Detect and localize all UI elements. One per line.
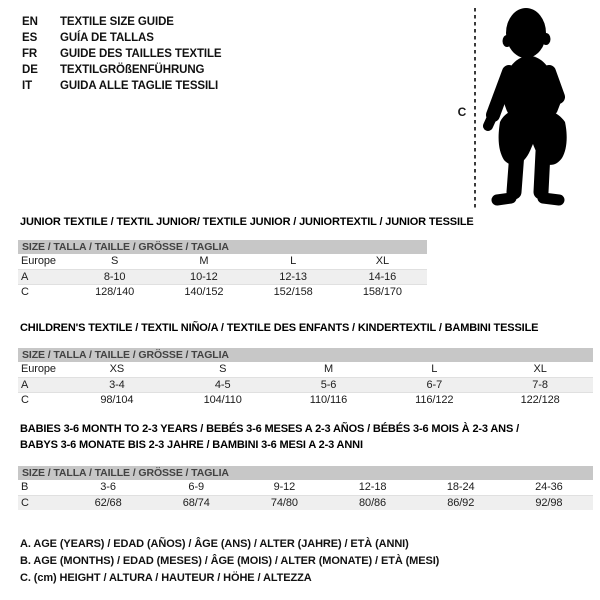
size-header-bar: SIZE / TALLA / TAILLE / GRÖSSE / TAGLIA [18, 240, 427, 254]
table-row [18, 284, 427, 299]
children-section-title [20, 320, 590, 336]
size-value: 74/80 [270, 496, 298, 509]
language-row [22, 30, 222, 46]
height-measure-label: C [457, 105, 467, 119]
size-value: M [323, 363, 334, 376]
language-row [22, 62, 222, 78]
size-value: M [199, 255, 209, 268]
size-value: L [431, 363, 438, 376]
guide-title: GUIDA ALLE TAGLIE TESSILI [60, 80, 219, 92]
language-row [22, 46, 222, 62]
legend-line: B. AGE (MONTHS) / EDAD (MESES) / ÂGE (MOIS) / ALTER (MONATE) / ETÀ (MESI) [20, 555, 440, 567]
row-label: C [21, 496, 29, 509]
size-header-bar: SIZE / TALLA / TAILLE / GRÖSSE / TAGLIA [18, 348, 593, 362]
size-value: 92/98 [535, 496, 563, 509]
size-value: S [219, 363, 227, 376]
section-title-line: BABIES 3-6 MONTH TO 2-3 YEARS / BEBÉS 3-6 MESES A 2-3 AÑOS / BÉBÉS 3-6 MOIS À 2-3 ANS / [20, 423, 519, 435]
size-value: 12-13 [279, 270, 307, 283]
guide-title: GUÍA DE TALLAS [60, 32, 154, 44]
language-code: IT [22, 80, 33, 92]
junior-section-title [20, 214, 590, 230]
table-row [18, 495, 593, 510]
babies-size-table [18, 466, 593, 510]
legend-line: A. AGE (YEARS) / EDAD (AÑOS) / ÂGE (ANS) / ALTER (JAHRE) / ETÀ (ANNI) [20, 538, 409, 550]
row-label: Europe [21, 363, 56, 376]
table-row [18, 269, 427, 284]
language-code: EN [22, 16, 38, 28]
language-row [22, 78, 222, 94]
guide-title: TEXTILGRÖßENFÜHRUNG [60, 64, 205, 76]
legend-line: C. (cm) HEIGHT / ALTURA / HAUTEUR / HÖHE / ALTEZZA [20, 572, 312, 584]
guide-title: TEXTILE SIZE GUIDE [60, 16, 174, 28]
language-code: FR [22, 48, 38, 60]
table-row [18, 254, 427, 269]
size-value: 122/128 [520, 393, 560, 406]
size-value: 7-8 [532, 378, 548, 391]
language-title-list [22, 14, 222, 94]
size-value: 4-5 [214, 378, 231, 391]
size-value: 8-10 [103, 270, 126, 283]
size-value: 110/116 [309, 393, 348, 406]
size-value: 68/74 [182, 496, 210, 509]
children-size-table [18, 348, 593, 407]
section-title-line: CHILDREN'S TEXTILE / TEXTIL NIÑO/A / TEXTILE DES ENFANTS / KINDERTEXTIL / BAMBINI TESSILE [20, 322, 539, 334]
size-value: 3-6 [100, 481, 116, 494]
table-row [18, 377, 593, 392]
size-value: 158/170 [362, 285, 402, 298]
size-value: 140/152 [184, 285, 224, 298]
size-value: 98/104 [100, 393, 134, 406]
size-header-bar: SIZE / TALLA / TAILLE / GRÖSSE / TAGLIA [18, 466, 593, 480]
row-label: A [21, 270, 29, 283]
size-value: 12-18 [358, 481, 387, 494]
size-value: S [111, 255, 119, 268]
row-label: C [21, 393, 29, 406]
table-row [18, 392, 593, 407]
size-value: 3-4 [109, 378, 125, 391]
language-row [22, 14, 222, 30]
size-value: 62/68 [94, 496, 122, 509]
language-code: ES [22, 32, 38, 44]
size-value: 18-24 [446, 481, 475, 494]
size-value: XS [109, 363, 125, 376]
size-value: 86/92 [447, 496, 475, 509]
size-value: 24-36 [535, 481, 563, 494]
size-value: 14-16 [368, 270, 397, 283]
size-value: 128/140 [95, 285, 135, 298]
section-title-line: BABYS 3-6 MONATE BIS 2-3 JAHRE / BAMBINI 3-6 MESI A 2-3 ANNI [20, 439, 363, 451]
size-value: 6-9 [188, 481, 205, 494]
table-row [18, 362, 593, 377]
row-label: B [21, 481, 29, 494]
table-row [18, 480, 593, 495]
size-value: 116/122 [415, 393, 454, 406]
size-value: 6-7 [426, 378, 443, 391]
size-value: XL [533, 363, 547, 376]
row-label: Europe [21, 255, 56, 268]
size-value: 152/158 [273, 285, 313, 298]
size-value: 5-6 [320, 378, 337, 391]
row-label: A [21, 378, 29, 391]
babies-section-title [20, 421, 590, 453]
section-title-line: JUNIOR TEXTILE / TEXTIL JUNIOR/ TEXTILE JUNIOR / JUNIORTEXTIL / JUNIOR TESSILE [20, 216, 474, 228]
size-value: 9-12 [273, 481, 296, 494]
guide-title: GUIDE DES TAILLES TEXTILE [60, 48, 222, 60]
size-value: XL [375, 255, 389, 268]
measurement-legend [20, 536, 439, 587]
size-value: 104/110 [203, 393, 242, 406]
size-value: 10-12 [190, 270, 218, 283]
language-code: DE [22, 64, 38, 76]
size-value: 80/86 [359, 496, 387, 509]
size-value: L [290, 255, 297, 268]
row-label: C [21, 285, 29, 298]
junior-size-table [18, 240, 427, 299]
